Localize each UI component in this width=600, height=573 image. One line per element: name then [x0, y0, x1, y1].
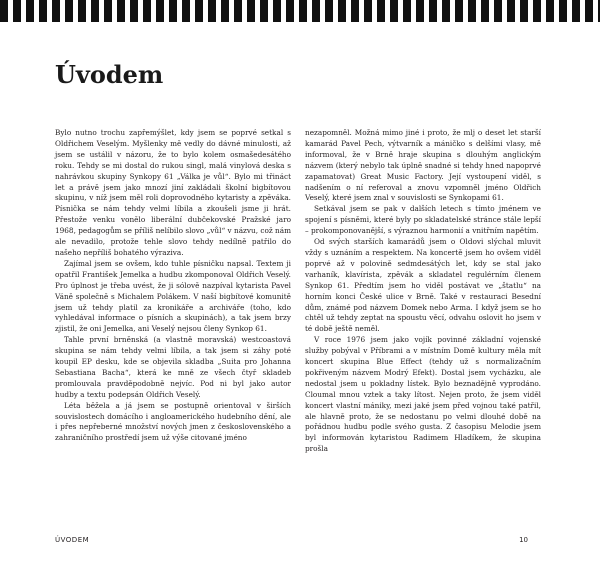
paragraph: Bylo nutno trochu zapřemýšlet, kdy jsem se poprvé setkal s Oldřichem Veselým. Myšlenky mě vedly do dávné minulosti, až jsem se ustálil v názoru, že to bylo kolem osmašedesátého roku. Tehdy se mi dostal do rukou singl, malá vinylová deska s nahrávkou skupiny Synkopy 61 „Válka je vůl“. Bylo mi třináct let a právě jsem jako mnozí jiní zakládali školní bigbítovou skupinu, v níž jsem měl roli doprovodného kytaristy a zpěváka. Písnička se nám tehdy velmi líbila a zkoušeli jsme ji hrát. Přestože venku vonělo liberální dubčekovské Pražské jaro 1968, pedagogům se příliš nelíbilo slovo „vůl“ v názvu, což nám ale nevadilo, protože tehle slovo tehdy nedílně patřilo do našeho nepříliš bohatého výraziva. [55, 128, 291, 257]
paragraph: Setkával jsem se pak v dalších letech s tímto jménem ve spojení s písněmi, které byly po skladatelské stránce stále lepší – prokomponovanější, s výraznou harmonií a vnitřním napětím. [305, 204, 541, 236]
decorative-stripe-band [0, 0, 600, 22]
chapter-title: Úvodem [55, 60, 164, 89]
page-number: 10 [519, 536, 528, 544]
running-footer-section: ÚVODEM [55, 536, 90, 544]
text-column-left [55, 128, 291, 444]
paragraph: Od svých starších kamarádů jsem o Oldovi slýchal mluvit vždy s uznáním a respektem. Na koncertě jsem ho ovšem viděl poprvé až v polovině sedmdesátých let, kdy se stal jako varhaník, klavírista, zpěvák a skladatel regulérním členem Synkop 61. Předtím jsem ho viděl postávat ve „štatlu“ na horním konci České ulice v Brně. Také v restauraci Besední dům, známé pod názvem Domek nebo Arma. I když jsem se ho chtěl už tehdy zeptat na spoustu věcí, odvahu oslovit ho jsem v té době ještě neměl. [305, 237, 541, 334]
paragraph: Tahle první brněnská (a vlastně moravská) westcoastová skupina se nám tehdy velmi líbila, a tak jsem si záhy poté koupil EP desku, kde se objevila skladba „Suita pro Johanna Sebastiana Bacha“, která ke mně ze všech čtyř skladeb promlouvala pravděpodobně nejvíc. Pod ni byl jako autor hudby a textu podepsán Oldřich Veselý. [55, 335, 291, 399]
text-column-right [305, 128, 541, 455]
paragraph: Zajímal jsem se ovšem, kdo tuhle písničku napsal. Textem ji opatřil František Jemelka a hudbu zkomponoval Oldřich Veselý. Pro úplnost je třeba uvést, že ji sólově nazpíval kytarista Pavel Váně společně s Michalem Polákem. V naší bigbítové komunitě jsem už tehdy platil za kronikáře a archiváře (toho, kdo vyhledával informace o písních a skupinách), a tak jsem brzy zjistil, že oni Jemelka, ani Veselý nejsou členy Synkop 61. [55, 258, 291, 334]
paragraph: nezapomněl. Možná mimo jiné i proto, že mlj o deset let starší kamarád Pavel Pech, výtvarník a máničko s delšími vlasy, mě informoval, že v Brně hraje skupina s dlouhým anglickým názvem (který nebylo tak úplně snadné si tehdy hned napoprvé zapamatovat) Great Music Factory. Její vystoupení viděl, s nadšením o ní referoval a znovu vzpomněl jméno Oldřich Veselý, které jsem znal v souvislosti se Synkopami 61. [305, 128, 541, 203]
paragraph: V roce 1976 jsem jako vojík povinné základní vojenské služby pobýval v Příbrami a v místním Domě kultury měla mít koncert skupina Blue Effect (tehdy už s normalizačním pokřiveným názvem Modrý Efekt). Dostal jsem vycházku, ale nedostal jsem u pokladny lístek. Bylo beznadějně vyprodáno. Cloumal mnou vztek a taky lítost. Nejen proto, že jsem viděl koncert vlastní mániky, mezi jaké jsem před vojnou také patřil, ale hlavně proto, že se nedostanu po velmi dlouhé době na pořádnou hudbu podle svého gusta. Z časopisu Melodie jsem byl informován kytaristou Radimem Hladíkem, že skupina prošla [305, 335, 541, 454]
paragraph: Léta běžela a já jsem se postupně orientoval v širších souvislostech domácího i angloamerického hudebního dění, ale i přes nepřeberné množství nových jmen z československého a zahraničního prostředí jsem už výše citované jméno [55, 400, 291, 443]
